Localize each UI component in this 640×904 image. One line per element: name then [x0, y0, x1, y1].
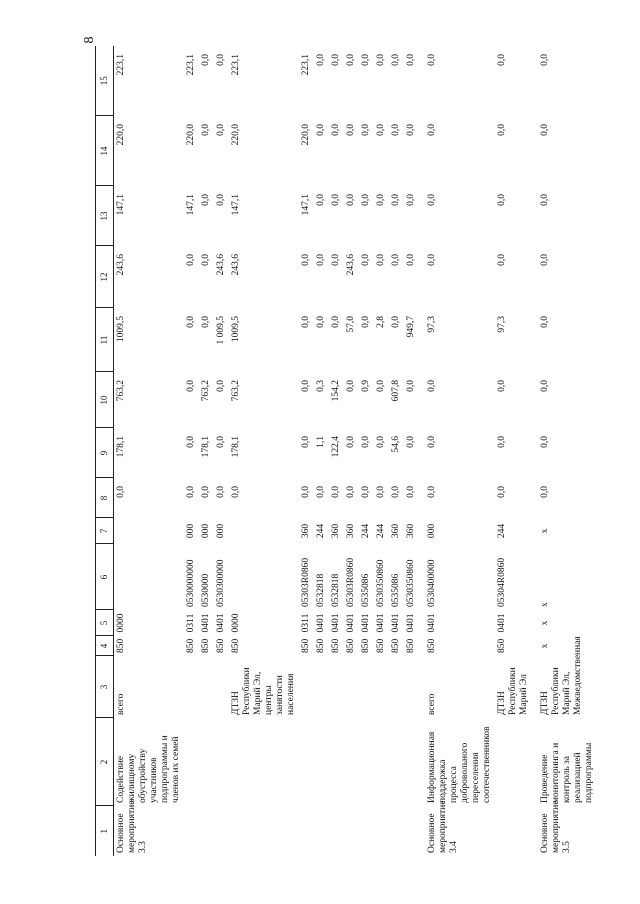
value-col-9: 0,0: [497, 436, 507, 448]
column-number: 8: [96, 478, 114, 518]
value-col-12: 0,0: [316, 254, 326, 266]
gl-code: 850: [186, 638, 196, 653]
value-col-8: 0,0: [216, 486, 226, 498]
measure-number: Основное мероприятие 3.5: [540, 800, 572, 853]
value-col-15: 0,0: [540, 54, 550, 66]
target-article-code: 0532818: [331, 573, 341, 607]
table-row: [495, 46, 532, 856]
value-col-15: 0,0: [201, 54, 211, 66]
measure-name: [359, 718, 374, 806]
value-col-8: 0,0: [427, 486, 437, 498]
measure-number: [344, 806, 359, 856]
value-col-10: 763,2: [201, 380, 211, 402]
value-col-13: 147,1: [116, 194, 126, 216]
value-col-14: 220,0: [301, 124, 311, 146]
table-row: [374, 46, 389, 856]
measure-number: Основное мероприятие 3.3: [116, 800, 148, 853]
gl-code: 850: [391, 638, 401, 653]
value-col-12: 0,0: [301, 254, 311, 266]
value-col-8: 0,0: [346, 486, 356, 498]
budget-table: [95, 46, 597, 856]
gl-code: 850: [316, 638, 326, 653]
executor: ДТЗН Республики Марий Эл: [497, 667, 529, 715]
expense-type-code: x: [540, 528, 550, 534]
value-col-8: 0,0: [540, 486, 550, 498]
value-col-10: 0,3: [316, 380, 326, 392]
value-col-14: 0,0: [391, 124, 401, 136]
expense-type-code: 244: [316, 523, 326, 539]
gl-code: 850: [216, 638, 226, 653]
table-row: [404, 46, 419, 856]
gl-code: 850: [346, 638, 356, 653]
value-col-10: 0,0: [406, 380, 416, 392]
section-code: 0000: [231, 613, 241, 633]
section-code: 0401: [216, 613, 226, 633]
value-col-9: 0,0: [301, 436, 311, 448]
table-row: [229, 46, 299, 856]
value-col-10: 0,0: [427, 380, 437, 392]
executor: [359, 656, 374, 718]
executor: [404, 656, 419, 718]
value-col-12: 0,0: [376, 254, 386, 266]
value-col-13: 0,0: [331, 194, 341, 206]
value-col-13: 0,0: [346, 194, 356, 206]
target-article-code: 0530350860: [376, 559, 386, 607]
measure-name: [344, 718, 359, 806]
value-col-14: 220,0: [116, 124, 126, 146]
section-code: 0401: [346, 613, 356, 633]
value-col-9: 0,0: [186, 436, 196, 448]
table-row: [329, 46, 344, 856]
value-col-11: 2,8: [376, 316, 386, 328]
table-row: [359, 46, 374, 856]
target-article-code: 0530400000: [427, 559, 437, 607]
value-col-11: 0,0: [186, 316, 196, 328]
gl-code: 850: [231, 638, 241, 653]
value-col-15: 0,0: [406, 54, 416, 66]
value-col-9: 0,0: [406, 436, 416, 448]
value-col-12: 0,0: [201, 254, 211, 266]
value-col-14: 0,0: [316, 124, 326, 136]
value-col-13: 0,0: [316, 194, 326, 206]
value-col-8: 0,0: [361, 486, 371, 498]
value-col-10: 0,0: [376, 380, 386, 392]
measure-number: [495, 806, 532, 856]
column-number-row: [96, 46, 114, 856]
budget-table-container: [95, 46, 594, 856]
value-col-15: 0,0: [216, 54, 226, 66]
measure-name: [184, 718, 199, 806]
column-number: 3: [96, 656, 114, 718]
table-row: [114, 46, 185, 856]
value-col-12: 0,0: [361, 254, 371, 266]
expense-type-code: 360: [331, 523, 341, 539]
expense-type-code: 000: [427, 523, 437, 539]
section-code: 0311: [301, 613, 311, 633]
executor: [184, 656, 199, 718]
value-col-10: 763,2: [116, 380, 126, 402]
value-col-9: 0,0: [361, 436, 371, 448]
measure-number: [389, 806, 404, 856]
value-col-15: 0,0: [391, 54, 401, 66]
measure-number: [299, 806, 314, 856]
value-col-12: 243,6: [216, 254, 226, 276]
measure-name: [389, 718, 404, 806]
executor: [344, 656, 359, 718]
executor: [389, 656, 404, 718]
value-col-8: 0,0: [316, 486, 326, 498]
value-col-14: 0,0: [201, 124, 211, 136]
gl-code: 850: [201, 638, 211, 653]
executor: ДТЗН Республики Марий Эл, центры занятости населения: [231, 667, 296, 715]
gl-code: 850: [301, 638, 311, 653]
gl-code: x: [540, 643, 550, 649]
value-col-9: 178,1: [116, 436, 126, 458]
column-number: 14: [96, 116, 114, 186]
section-code: 0401: [406, 613, 416, 633]
value-col-13: 0,0: [427, 194, 437, 206]
gl-code: 850: [331, 638, 341, 653]
value-col-13: 0,0: [361, 194, 371, 206]
value-col-14: 0,0: [216, 124, 226, 136]
section-code: 0401: [497, 613, 507, 633]
column-number: 15: [96, 46, 114, 116]
column-number: 13: [96, 186, 114, 246]
executor: [374, 656, 389, 718]
gl-code: 850: [116, 638, 126, 653]
expense-type-code: 244: [361, 523, 371, 539]
measure-number: [184, 806, 199, 856]
target-article-code: [114, 544, 185, 610]
expense-type-code: 360: [346, 523, 356, 539]
value-col-12: 0,0: [391, 254, 401, 266]
value-col-14: 0,0: [376, 124, 386, 136]
measure-number: Основное мероприятие 3.4: [427, 800, 459, 853]
value-col-13: 147,1: [231, 194, 241, 216]
section-code: 0401: [391, 613, 401, 633]
value-col-15: 223,1: [301, 54, 311, 76]
value-col-11: 1009,5: [116, 316, 126, 343]
column-number: 10: [96, 372, 114, 428]
executor: [329, 656, 344, 718]
value-col-11: 0,0: [316, 316, 326, 328]
value-col-9: 0,0: [376, 436, 386, 448]
table-row: [199, 46, 214, 856]
value-col-8: 0,0: [186, 486, 196, 498]
value-col-14: 0,0: [361, 124, 371, 136]
measure-name: Информационная поддержка процесса добровольного переселения соотечественников: [427, 726, 492, 803]
value-col-9: 0,0: [346, 436, 356, 448]
value-col-13: 0,0: [406, 194, 416, 206]
measure-name: [214, 718, 229, 806]
measure-name: [199, 718, 214, 806]
section-code: 0000: [116, 613, 126, 633]
value-col-13: 147,1: [186, 194, 196, 216]
value-col-13: 0,0: [216, 194, 226, 206]
section-code: x: [540, 620, 550, 626]
measure-name: [404, 718, 419, 806]
value-col-8: 0,0: [406, 486, 416, 498]
gl-code: 850: [406, 638, 416, 653]
gl-code: 850: [361, 638, 371, 653]
measure-number: [214, 806, 229, 856]
expense-type-code: [229, 518, 299, 544]
value-col-15: 0,0: [376, 54, 386, 66]
expense-type-code: 244: [497, 523, 507, 539]
value-col-9: 178,1: [201, 436, 211, 458]
value-col-11: 949,7: [406, 316, 416, 338]
target-article-code: 0530000: [201, 573, 211, 607]
target-article-code: [229, 544, 299, 610]
value-col-13: 0,0: [497, 194, 507, 206]
target-article-code: 05304R0860: [497, 557, 507, 607]
measure-number: [329, 806, 344, 856]
value-col-12: 0,0: [186, 254, 196, 266]
value-col-9: 178,1: [231, 436, 241, 458]
value-col-15: 0,0: [331, 54, 341, 66]
column-number: 11: [96, 308, 114, 372]
value-col-15: 0,0: [346, 54, 356, 66]
value-col-15: 223,1: [231, 54, 241, 76]
value-col-8: 0,0: [301, 486, 311, 498]
value-col-10: 154,2: [331, 380, 341, 402]
column-number: 5: [96, 610, 114, 636]
value-col-13: 0,0: [540, 194, 550, 206]
value-col-14: 0,0: [406, 124, 416, 136]
target-article-code: 0532818: [316, 573, 326, 607]
measure-number: [374, 806, 389, 856]
target-article-code: 05303R0860: [346, 557, 356, 607]
section-code: 0401: [376, 613, 386, 633]
table-row: [299, 46, 314, 856]
value-col-14: 0,0: [331, 124, 341, 136]
expense-type-code: 000: [186, 523, 196, 539]
target-article-code: 0530300000: [216, 559, 226, 607]
column-number: 2: [96, 718, 114, 806]
value-col-8: 0,0: [231, 486, 241, 498]
section-code: 0311: [186, 613, 196, 633]
value-col-10: 607,8: [391, 380, 401, 402]
value-col-11: 0,0: [301, 316, 311, 328]
value-col-15: 0,0: [497, 54, 507, 66]
value-col-8: 0,0: [116, 486, 126, 498]
value-col-11: 0,0: [331, 316, 341, 328]
measure-name: [314, 718, 329, 806]
value-col-15: 223,1: [116, 54, 126, 76]
table-row: [419, 46, 495, 856]
table-body: [96, 46, 598, 856]
measure-number: [199, 806, 214, 856]
expense-type-code: 244: [376, 523, 386, 539]
value-col-11: 0,0: [540, 316, 550, 328]
executor: [214, 656, 229, 718]
value-col-8: 0,0: [201, 486, 211, 498]
value-col-14: 0,0: [427, 124, 437, 136]
value-col-8: 0,0: [376, 486, 386, 498]
value-col-10: 0,0: [346, 380, 356, 392]
executor: [199, 656, 214, 718]
measure-name: Проведение мониторинга и контроль за реализацией подпрограммы: [540, 742, 594, 803]
value-col-15: 0,0: [316, 54, 326, 66]
target-article-code: 05303R0860: [301, 557, 311, 607]
value-col-9: 0,0: [216, 436, 226, 448]
value-col-12: 0,0: [540, 254, 550, 266]
value-col-12: 243,6: [346, 254, 356, 276]
value-col-10: 0,0: [186, 380, 196, 392]
value-col-13: 0,0: [391, 194, 401, 206]
value-col-12: 243,6: [116, 254, 126, 276]
gl-code: 850: [427, 638, 437, 653]
table-row: [314, 46, 329, 856]
expense-type-code: 360: [391, 523, 401, 539]
measure-name: [495, 718, 532, 806]
value-col-8: 0,0: [331, 486, 341, 498]
section-code: 0401: [331, 613, 341, 633]
table-row: [214, 46, 229, 856]
value-col-10: 0,9: [361, 380, 371, 392]
value-col-11: 1 009,5: [216, 316, 226, 345]
value-col-9: 0,0: [427, 436, 437, 448]
section-code: 0401: [316, 613, 326, 633]
column-number: 9: [96, 428, 114, 478]
value-col-11: 0,0: [361, 316, 371, 328]
table-row: [344, 46, 359, 856]
value-col-12: 0,0: [331, 254, 341, 266]
measure-number: [314, 806, 329, 856]
value-col-12: 243,6: [231, 254, 241, 276]
section-code: 0401: [201, 613, 211, 633]
column-number: 7: [96, 518, 114, 544]
expense-type-code: 000: [201, 523, 211, 539]
value-col-11: 0,0: [201, 316, 211, 328]
value-col-11: 0,0: [391, 316, 401, 328]
measure-number: [229, 806, 299, 856]
measure-number: [404, 806, 419, 856]
executor: [314, 656, 329, 718]
value-col-11: 97,3: [427, 316, 437, 333]
target-article-code: 0530000000: [186, 559, 196, 607]
table-row: [532, 46, 597, 856]
value-col-10: 0,0: [497, 380, 507, 392]
value-col-9: 54,6: [391, 436, 401, 453]
value-col-15: 0,0: [361, 54, 371, 66]
measure-name: Содействие жилищному обустройству участников подпрограммы и членов их семей: [116, 735, 181, 803]
value-col-14: 220,0: [186, 124, 196, 146]
section-code: 0401: [427, 613, 437, 633]
measure-name: [374, 718, 389, 806]
expense-type-code: 360: [406, 523, 416, 539]
table-row: [184, 46, 199, 856]
target-article-code: 0535086: [361, 573, 371, 607]
executor: всего: [427, 693, 437, 715]
section-code: 0401: [361, 613, 371, 633]
value-col-10: 763,2: [231, 380, 241, 402]
value-col-11: 57,0: [346, 316, 356, 333]
value-col-13: 0,0: [201, 194, 211, 206]
expense-type-code: [114, 518, 185, 544]
measure-name: [329, 718, 344, 806]
value-col-10: 0,0: [301, 380, 311, 392]
value-col-12: 0,0: [406, 254, 416, 266]
value-col-14: 0,0: [540, 124, 550, 136]
value-col-9: 1,1: [316, 436, 326, 448]
executor: ДТЗН Республики Марий Эл, Межведомственная: [540, 636, 583, 715]
value-col-10: 0,0: [540, 380, 550, 392]
value-col-15: 223,1: [186, 54, 196, 76]
measure-number: [359, 806, 374, 856]
column-number: 6: [96, 544, 114, 610]
value-col-14: 0,0: [346, 124, 356, 136]
expense-type-code: 000: [216, 523, 226, 539]
value-col-14: 0,0: [497, 124, 507, 136]
value-col-8: 0,0: [391, 486, 401, 498]
value-col-8: 0,0: [497, 486, 507, 498]
target-article-code: 0535086: [391, 573, 401, 607]
target-article-code: 0530350860: [406, 559, 416, 607]
measure-name: [299, 718, 314, 806]
value-col-12: 0,0: [427, 254, 437, 266]
value-col-9: 0,0: [540, 436, 550, 448]
page-number: 8: [82, 36, 97, 44]
target-article-code: x: [540, 602, 550, 607]
executor: [299, 656, 314, 718]
value-col-10: 0,0: [216, 380, 226, 392]
value-col-11: 1009,5: [231, 316, 241, 343]
gl-code: 850: [376, 638, 386, 653]
value-col-9: 122,4: [331, 436, 341, 458]
value-col-13: 0,0: [376, 194, 386, 206]
gl-code: 850: [497, 638, 507, 653]
measure-name: [229, 718, 299, 806]
value-col-12: 0,0: [497, 254, 507, 266]
column-number: 4: [96, 636, 114, 656]
column-number: 12: [96, 246, 114, 308]
column-number: 1: [96, 806, 114, 856]
value-col-14: 220,0: [231, 124, 241, 146]
value-col-15: 0,0: [427, 54, 437, 66]
value-col-11: 97,3: [497, 316, 507, 333]
value-col-13: 147,1: [301, 194, 311, 216]
expense-type-code: 360: [301, 523, 311, 539]
executor: всего: [116, 693, 126, 715]
table-row: [389, 46, 404, 856]
